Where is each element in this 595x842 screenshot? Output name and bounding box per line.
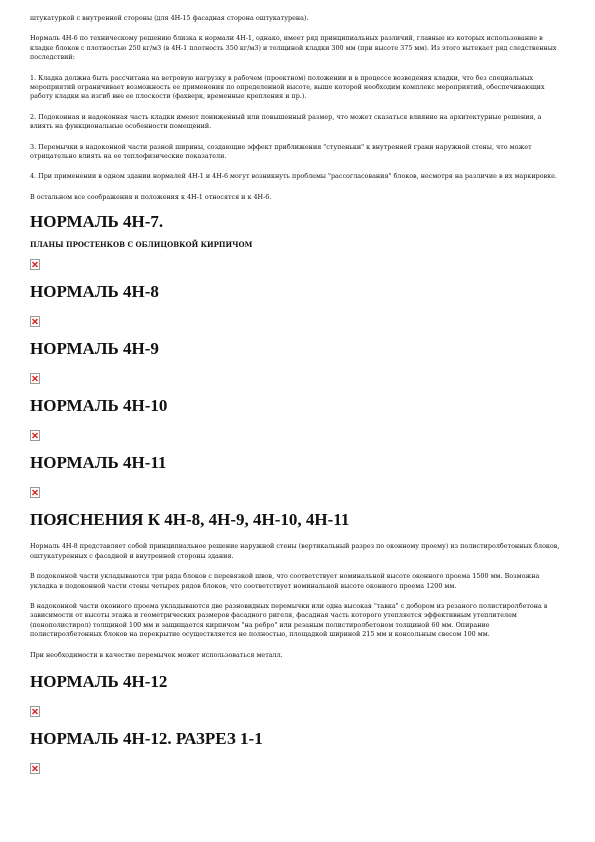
- document-page: [30, 14, 560, 774]
- paragraph: В подоконной части укладываются три ряда блоков с перевязкой швов, что соответствует номинальной высоте оконного проема 1500 мм. Возможна укладка в подоконной части стены четырех рядов блоков, что соответствует номинальной высоте оконного проема 1200 мм.: [30, 572, 540, 590]
- paragraph: штукатуркой с внутренней стороны (для 4Н-15 фасадная сторона оштукатурена).: [30, 14, 309, 22]
- paragraph: 3. Перемычки в надоконной части разной ширины, создающие эффект приближения "ступеньки" к внутренней грани наружной стены, что может отрицательно влиять на ее теплофизические показатели.: [30, 142, 532, 161]
- broken-image-icon[interactable]: [30, 706, 40, 717]
- paragraph: Нормаль 4Н-8 представляет собой принципиальное решение наружной стены (вертикальный разрез по оконному проему) из полистиролбетонных блоков, оштукатуренных с фасадной и внутренней стороны здания.: [30, 542, 560, 560]
- paragraph: В надоконной части оконного проема укладываются две разновидных перемычки или одна высокая "тавка" с добором из резаного полистиролбетона в зависимости от высоты этажа и геометрических размеров фасадного ригеля, фасадная часть которого утепляется эффективным утеплителем (пенополистирол) толщиной 100 мм и защищается кирпичом "на ребро" или резаным полистиролбетоном толщиной 60 мм. Опирание полистиролбетонных блоков на перекрытие осуществляется не полностью, площадкой шириной 215 мм и консольным свесом 100 мм.: [30, 601, 548, 639]
- section-subheading: ПЛАНЫ ПРОСТЕНКОВ С ОБЛИЦОВКОЙ КИРПИЧОМ: [30, 240, 253, 250]
- section-heading-explanations: ПОЯСНЕНИЯ К 4Н-8, 4Н-9, 4Н-10, 4Н-11: [30, 510, 350, 530]
- section-heading-4n9: НОРМАЛЬ 4Н-9: [30, 339, 159, 359]
- broken-image-icon[interactable]: [30, 316, 40, 327]
- paragraph: При необходимости в качестве перемычек может использоваться металл.: [30, 650, 283, 659]
- section-heading-4n10: НОРМАЛЬ 4Н-10: [30, 396, 168, 416]
- section-heading-4n12: НОРМАЛЬ 4Н-12: [30, 671, 168, 691]
- paragraph: 4. При применении в одном здании нормалей 4Н-1 и 4Н-6 могут возникнуть проблемы "рассогласования" блоков, несмотря на различие в их маркировке.: [30, 172, 557, 181]
- broken-image-icon[interactable]: [30, 259, 40, 270]
- broken-image-icon[interactable]: [30, 373, 40, 384]
- paragraph: 2. Подоконная и надоконная часть кладки имеют пониженный или повышенный размер, что может сказаться влияние на архитектурные решения, а влиять на функциональные особенности помещений.: [30, 112, 542, 131]
- broken-image-icon[interactable]: [30, 763, 40, 774]
- section-heading-4n11: НОРМАЛЬ 4Н-11: [30, 453, 167, 473]
- section-heading-4n8: НОРМАЛЬ 4Н-8: [30, 282, 159, 302]
- section-heading-4n12-section: НОРМАЛЬ 4Н-12. РАЗРЕЗ 1-1: [30, 728, 263, 748]
- paragraph: В остальном все соображения и положения к 4Н-1 относятся и к 4Н-6.: [30, 192, 272, 201]
- paragraph: Нормаль 4Н-6 по техническому решению близка к нормали 4Н-1, однако, имеет ряд принципиальных различий, главные из которых использование в кладке блоков с плотностью 250 кг/м3 (в 4Н-1 плотность 350 кг/м3) и толщиной кладки 300 мм (при высоте 375 мм). Из этого вытекает ряд следственных последствий:: [30, 34, 557, 62]
- section-heading-4n7: НОРМАЛЬ 4Н-7.: [30, 212, 164, 232]
- paragraph: 1. Кладка должна быть рассчитана на ветровую нагрузку в рабочем (проектном) положении и в процессе возведения кладки, что без специальных мероприятий ограничивает возможность ее применения по определенной высоте, выше которой необходим комплекс мероприятий, обеспечивающих работу кладки на изгиб вне ее плоскости (фахверк, временные крепления и пр.).: [30, 73, 545, 101]
- broken-image-icon[interactable]: [30, 487, 40, 498]
- broken-image-icon[interactable]: [30, 430, 40, 441]
